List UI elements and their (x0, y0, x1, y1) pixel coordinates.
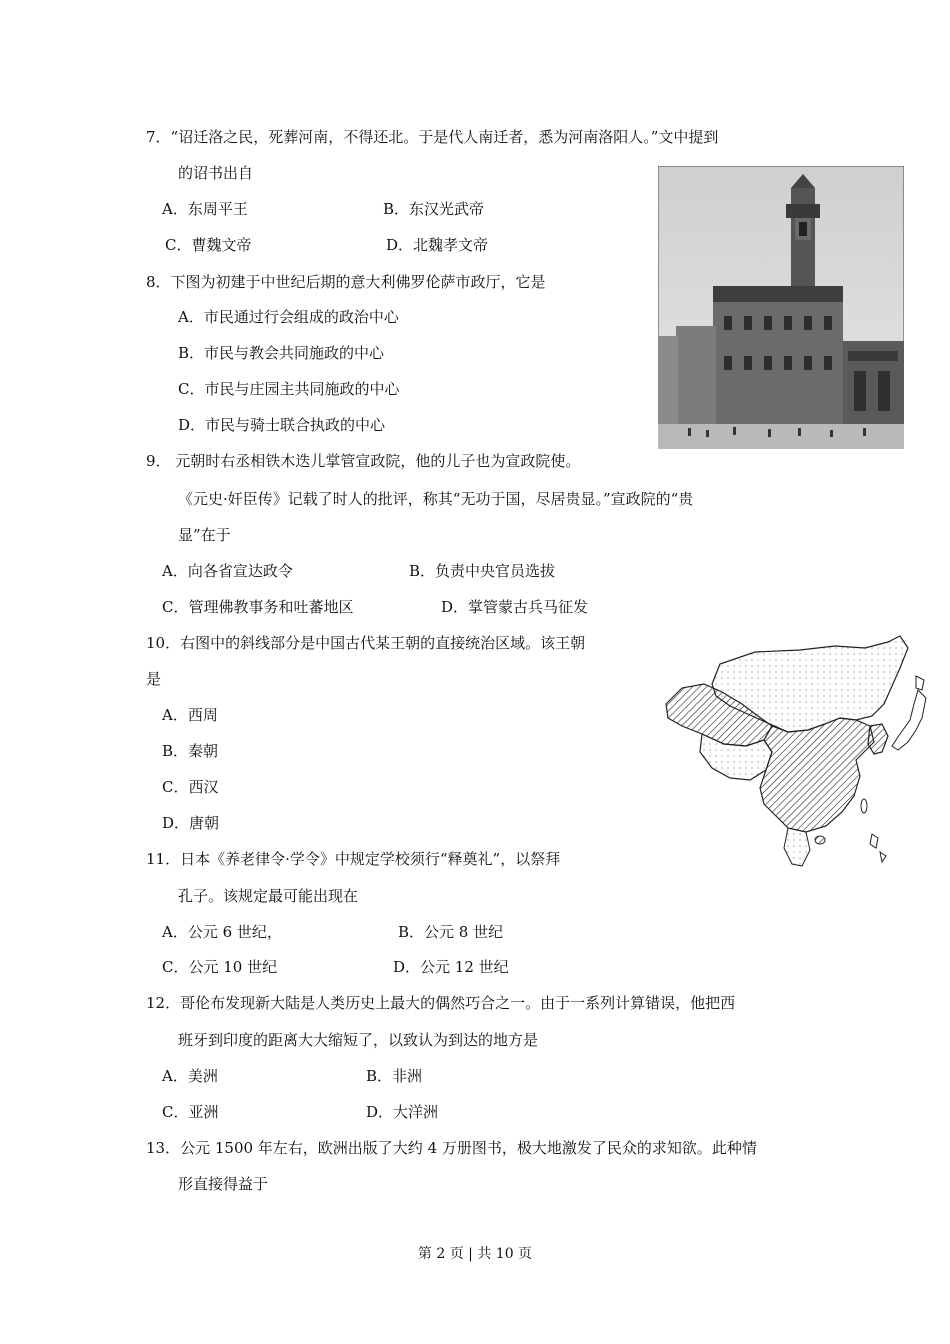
q7-option-d: D．北魏孝文帝 (386, 236, 489, 254)
east-asia-map (660, 634, 938, 870)
q7-option-b: B．东汉光武帝 (383, 200, 485, 218)
q7-stem-line1: 7．“诏迁洛之民，死葬河南，不得还北。于是代人南迁者，悉为河南洛阳人。”文中提到 (146, 128, 719, 146)
q13-stem-line1: 13．公元 1500 年左右，欧洲出版了大约 4 万册图书，极大地激发了民众的求知欲。此种情 (146, 1139, 757, 1157)
q8-option-a: A．市民通过行会组成的政治中心 (178, 308, 399, 326)
q9-option-d: D．掌管蒙古兵马征发 (441, 598, 589, 616)
q12-option-c: C．亚洲 (162, 1103, 219, 1121)
q7-option-c: C．曹魏文帝 (165, 236, 252, 254)
q9-stem-line3: 显”在于 (178, 526, 231, 544)
q10-stem-line2: 是 (146, 670, 162, 688)
q9-option-b: B．负责中央官员选拔 (409, 562, 556, 580)
q8-option-c: C．市民与庄园主共同施政的中心 (178, 380, 400, 398)
q12-option-d: D．大洋洲 (366, 1103, 439, 1121)
q11-option-b: B．公元 8 世纪 (398, 923, 504, 941)
q12-stem-line1: 12．哥伦布发现新大陆是人类历史上最大的偶然巧合之一。由于一系列计算错误，他把西 (146, 994, 736, 1012)
q8-option-b: B．市民与教会共同施政的中心 (178, 344, 385, 362)
q10-option-d: D．唐朝 (162, 814, 220, 832)
page-footer: 第 2 页 | 共 10 页 (417, 1246, 533, 1262)
q13-stem-line2: 形直接得益于 (178, 1175, 269, 1193)
q10-option-b: B．秦朝 (162, 742, 219, 760)
q11-option-d: D．公元 12 世纪 (393, 958, 509, 976)
florence-town-hall-photo (658, 166, 904, 449)
q9-stem-line1: 9． 元朝时右丞相铁木迭儿掌管宣政院，他的儿子也为宣政院使。 (146, 452, 581, 470)
q11-stem-line2: 孔子。该规定最可能出现在 (178, 887, 359, 905)
q10-stem-line1: 10．右图中的斜线部分是中国古代某王朝的直接统治区域。该王朝 (146, 634, 586, 652)
q8-stem: 8．下图为初建于中世纪后期的意大利佛罗伦萨市政厅，它是 (146, 273, 546, 291)
q11-stem-line1: 11．日本《养老律令·学令》中规定学校须行“释奠礼”，以祭拜 (146, 850, 561, 868)
q12-stem-line2: 班牙到印度的距离大大缩短了，以致认为到达的地方是 (178, 1031, 539, 1049)
q11-option-c: C．公元 10 世纪 (162, 958, 278, 976)
q10-option-a: A．西周 (162, 706, 218, 724)
q12-option-a: A．美洲 (162, 1067, 218, 1085)
q9-option-c: C．管理佛教事务和吐蕃地区 (162, 598, 354, 616)
q9-option-a: A．向各省宣达政令 (162, 562, 293, 580)
q7-option-a: A．东周平王 (162, 200, 248, 218)
q7-stem-line2: 的诏书出自 (178, 164, 254, 182)
q11-option-a: A．公元 6 世纪， (162, 923, 282, 941)
q9-stem-line2: 《元史·奸臣传》记载了时人的批评，称其“无功于国，尽居贵显。”宣政院的“贵 (178, 490, 694, 508)
q8-option-d: D．市民与骑士联合执政的中心 (178, 416, 386, 434)
q12-option-b: B．非洲 (366, 1067, 423, 1085)
q10-option-c: C．西汉 (162, 778, 219, 796)
